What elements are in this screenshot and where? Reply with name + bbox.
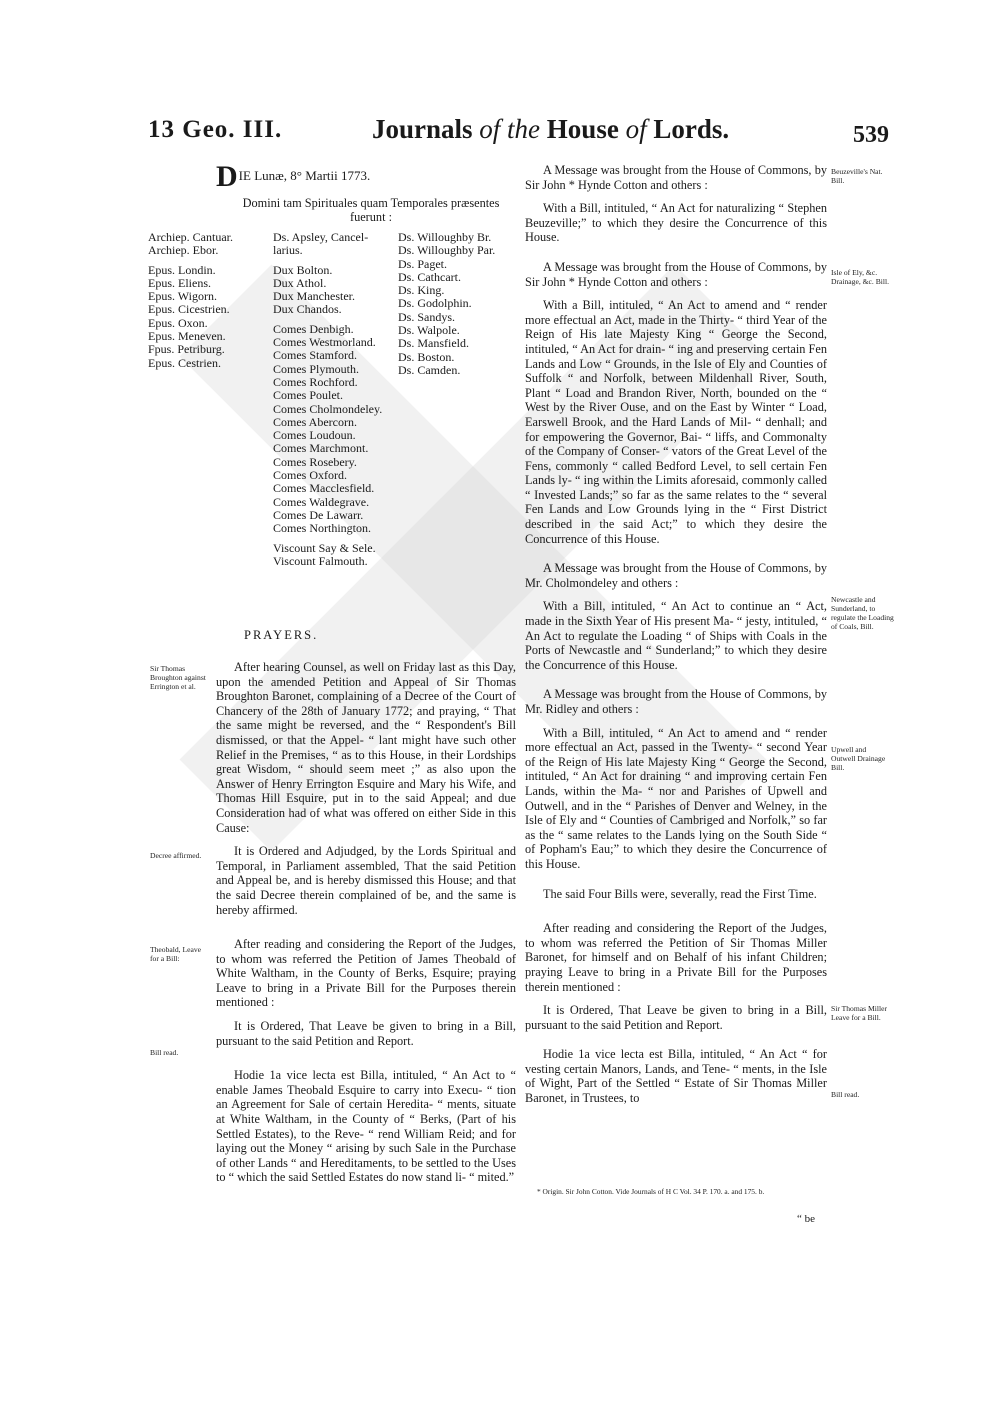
paragraph-message-2: A Message was brought from the House of Commons, by Sir John * Hynde Cotton and others :	[525, 259, 827, 289]
attendance-name: Comes Loudoun.	[273, 428, 356, 443]
margin-note-broughton: Sir Thomas Broughton against Errington et al.	[150, 664, 206, 691]
attendance-name: Comes Marchmont.	[273, 441, 369, 456]
attendance-name: Ds. Apsley, Cancel-	[273, 230, 369, 244]
paragraph-theobald-leave: It is Ordered, That Leave be given to bring in a Bill, pursuant to the said Petition and Report.	[216, 1019, 516, 1048]
margin-note-bill-read-right: Bill read.	[831, 1090, 860, 1099]
attendance-name: Viscount Falmouth.	[273, 553, 368, 568]
attendance-name: Ds. Paget.	[398, 256, 447, 271]
running-head-title: Journals of the House of Lords.	[372, 114, 730, 144]
running-head-regnal-year: 13 Geo. III.	[148, 116, 283, 143]
attendance-name: Ds. Camden.	[398, 362, 461, 377]
attendance-heading: Domini tam Spirituales quam Temporales præsentes fuerunt :	[242, 196, 500, 224]
attendance-name: Dux Chandos.	[273, 302, 342, 317]
attendance-name: Ds. Mansfield.	[398, 336, 469, 351]
page-number: 539	[853, 122, 889, 148]
drop-cap: D	[216, 160, 238, 193]
date-heading: DIE Lunæ, 8° Martii 1773.	[216, 160, 371, 193]
attendance-name: Comes Macclesfield.	[273, 481, 375, 496]
attendance-list-barons	[398, 231, 516, 377]
attendance-name: Comes Plymouth.	[273, 361, 360, 376]
attendance-name: Ds. Walpole.	[398, 323, 460, 338]
paragraph-message-4: A Message was brought from the House of Commons, by Mr. Ridley and others :	[525, 687, 827, 716]
margin-note-isle-of-ely: Isle of Ely, &c. Drainage, &c. Bill.	[831, 268, 889, 286]
attendance-name: Ds. Sandys.	[398, 309, 456, 324]
attendance-name: Comes Rochford.	[273, 374, 358, 389]
margin-note-theobald: Theobald, Leave for a Bill:	[150, 945, 202, 963]
paragraph-message-1: A Message was brought from the House of Commons, by Sir John * Hynde Cotton and others :	[525, 163, 827, 192]
paragraph-theobald-bill: Hodie 1a vice lecta est Billa, intituled, “ An Act to “ enable James Theobald Esquire to carry into Execu- “ tion an Agreement for Sale of certain Heredita- “ ments, situate at White Waltham, in the County of “ Berks, (Part of his Settled Estates), to the Reve- “ rend William Reid; and for laying out the Money “ arising by such Sale in the Purchase of other Lands “ and Hereditaments, to be settled to the Uses to “ which the said Settled Estates do now stand li- “ mited.”	[216, 1068, 516, 1185]
attendance-name: Epus. Cicestrien.	[148, 302, 230, 317]
paragraph-beuzeville-bill: With a Bill, intituled, “ An Act for naturalizing “ Stephen Beuzeville;” to which they desire the Concurrence of this House.	[525, 201, 827, 245]
paragraph-miller-report: After reading and considering the Report of the Judges, to whom was referred the Petition of Sir Thomas Miller Baronet, for himself and on Behalf of his infant Children; praying Leave to bring in a Private Bill for the Purposes therein mentioned :	[525, 921, 827, 994]
footnote: * Origin. Sir John Cotton. Vide Journals of H C Vol. 34 P. 170. a. and 175. b.	[537, 1187, 765, 1196]
margin-note-miller: Sir Thomas Miller Leave for a Bill.	[831, 1004, 887, 1022]
paragraph-upwell-bill: With a Bill, intituled, “ An Act to amend and “ render more effectual an Act, passed in the Twenty- “ second Year of the Reign of His late Majesty King “ George the Second, intituled, “ An Act for draining “ and improving certain Fen Lands, within the Ma- “ nor and Parishes of Upwell and Outwell, and in the “ Parishes of Denver and Welney, in the Isle of Ely and “ Counties of Cambriged and Norfolk,” so far as the “ same relates to the Lands lying on the South Side “ of Popham's Eau;” to which they desire the Concurrence of this House.	[525, 725, 827, 871]
attendance-name: Dux Bolton.	[273, 262, 333, 277]
attendance-name: Comes Waldegrave.	[273, 494, 370, 509]
attendance-name: Comes Denbigh.	[273, 321, 354, 336]
paragraph-decree-affirmed: It is Ordered and Adjudged, by the Lords Spiritual and Temporal, in Parliament assembled, That the said Petition and Appeal be, and is hereby dismissed this House; and that the said Decree therein complained of be, and the same is hereby affirmed.	[216, 844, 516, 917]
paragraph-message-3: A Message was brought from the House of Commons, by Mr. Cholmondeley and others :	[525, 561, 827, 590]
attendance-name: Ds. Cathcart.	[398, 269, 461, 284]
margin-note-beuzeville: Beuzeville's Nat. Bill.	[831, 167, 883, 185]
attendance-name: Dux Athol.	[273, 275, 327, 290]
attendance-name: Epus. Wigorn.	[148, 289, 217, 304]
attendance-name: Epus. Cestrien.	[148, 355, 221, 370]
left-column-body	[216, 660, 516, 1185]
attendance-name: Ds. King.	[398, 283, 445, 298]
attendance-name: Fpus. Petriburg.	[148, 342, 225, 357]
attendance-name: Epus. Londin.	[148, 262, 216, 277]
attendance-name: Comes Stamford.	[273, 348, 357, 363]
paragraph-isle-of-ely-bill: With a Bill, intituled, “ An Act to amend and “ render more effectual an Act, made in the Thirty- “ third Year of the Reign of His late Majesty King “ George the Second, intituled, “ An Act for drain- “ ing and preserving certain Fen Lands and Low “ Grounds, in the Isle of Ely and Counties of Suffolk “ and Norfolk, between Mildenhall River, South, Plant “ Load and Brandon River, North, bounded on the “ West by the River Ouse, and on the East by Winter “ Load, Earswell Brook, and the Hard Lands of Mil- “ denhall; and for empowering the Governor, Bai- “ liffs, and Commonalty of the Company of Conser- “ vators of the Great Level of the Fens, commonly “ called Bedford Level, to sell certain Fen Lands ly- “ ing within the Limits aforesaid, commonly called “ Invested Lands;” so far as the same relates to the “ several Fen Lands and Low Grounds lying in the “ First District described in the said Act;” to which they desire the Concurrence of this House.	[525, 298, 827, 546]
section-heading-prayers: PRAYERS.	[244, 628, 319, 642]
attendance-name: Epus. Eliens.	[148, 275, 211, 290]
right-column-body	[525, 163, 827, 1106]
attendance-name: Comes Abercorn.	[273, 414, 357, 429]
paragraph-four-bills-read: The said Four Bills were, severally, read the First Time.	[543, 886, 817, 901]
attendance-list-spiritual	[148, 231, 266, 370]
attendance-name: Comes Rosebery.	[273, 454, 357, 469]
attendance-name: Comes Poulet.	[273, 388, 344, 403]
attendance-name: larius.	[273, 243, 303, 258]
attendance-name: Comes De Lawarr.	[273, 507, 364, 522]
attendance-name: Dux Manchester.	[273, 289, 355, 304]
paragraph-miller-bill: Hodie 1a vice lecta est Billa, intituled, “ An Act “ for vesting certain Manors, Lands, and Tene- “ ments, in the Isle of Wight, Part of the Settled “ Estate of Sir Thomas Miller Baronet, in Trustees, to	[525, 1047, 827, 1106]
margin-note-newcastle: Newcastle and Sunderland, to regulate the Loading of Coals, Bill.	[831, 595, 894, 631]
attendance-name: Ds. Willoughby Par.	[398, 243, 496, 258]
paragraph-miller-leave: It is Ordered, That Leave be given to bring in a Bill, pursuant to the said Petition and Report.	[525, 1003, 827, 1032]
attendance-name: Comes Northington.	[273, 521, 371, 536]
attendance-name: Viscount Say & Sele.	[273, 540, 376, 555]
attendance-name: Epus. Meneven.	[148, 329, 226, 344]
attendance-list-temporal	[273, 231, 401, 568]
attendance-name: Epus. Oxon.	[148, 315, 208, 330]
margin-note-decree-affirmed: Decree affirmed.	[150, 851, 202, 860]
attendance-name: Ds. Boston.	[398, 349, 455, 364]
margin-note-bill-read-left: Bill read.	[150, 1048, 179, 1057]
attendance-name: Comes Westmorland.	[273, 335, 376, 350]
paragraph-newcastle-bill: With a Bill, intituled, “ An Act to continue an “ Act, made in the Sixth Year of His present Ma- “ jesty, intituled, “ An Act to regulate the Loading “ of Ships with Coals in the Ports of Newcastle and “ Sunderland;” to which they desire the Concurrence of this House.	[525, 599, 827, 672]
attendance-name: Comes Cholmondeley.	[273, 401, 383, 416]
attendance-name: Archiep. Ebor.	[148, 243, 219, 258]
margin-note-upwell: Upwell and Outwell Drainage Bill.	[831, 745, 886, 772]
paragraph-theobald-report: After reading and considering the Report of the Judges, to whom was referred the Petition of James Theobald of White Waltham, in the County of Berks, Esquire; praying Leave to bring in a Private Bill for the Purposes therein mentioned :	[216, 937, 516, 1010]
attendance-name: Comes Oxford.	[273, 468, 347, 483]
attendance-name: Archiep. Cantuar.	[148, 230, 233, 244]
catchword: “ be	[797, 1213, 816, 1225]
paragraph-broughton-appeal: After hearing Counsel, as well on Friday last as this Day, upon the amended Petition and Appeal of Sir Thomas Broughton Baronet, complaining of a Decree of the Court of Chancery of the 28th of January 1772; and praying, “ That the same might be reversed, and the “ Respondent's Bill dismissed, or that the Appel- “ lant might have such other Relief in the Premises, “ as to this House, in their Lordships great Wisdom, “ should seem meet ;” as also upon the Answer of Henry Errington Esquire and Mary his Wife, and Thomas Hill Esquire, put in to the said Appeal; and due Consideration had of what was offered on either Side in this Cause:	[216, 660, 516, 835]
attendance-name: Ds. Willoughby Br.	[398, 230, 492, 244]
attendance-name: Ds. Godolphin.	[398, 296, 472, 311]
